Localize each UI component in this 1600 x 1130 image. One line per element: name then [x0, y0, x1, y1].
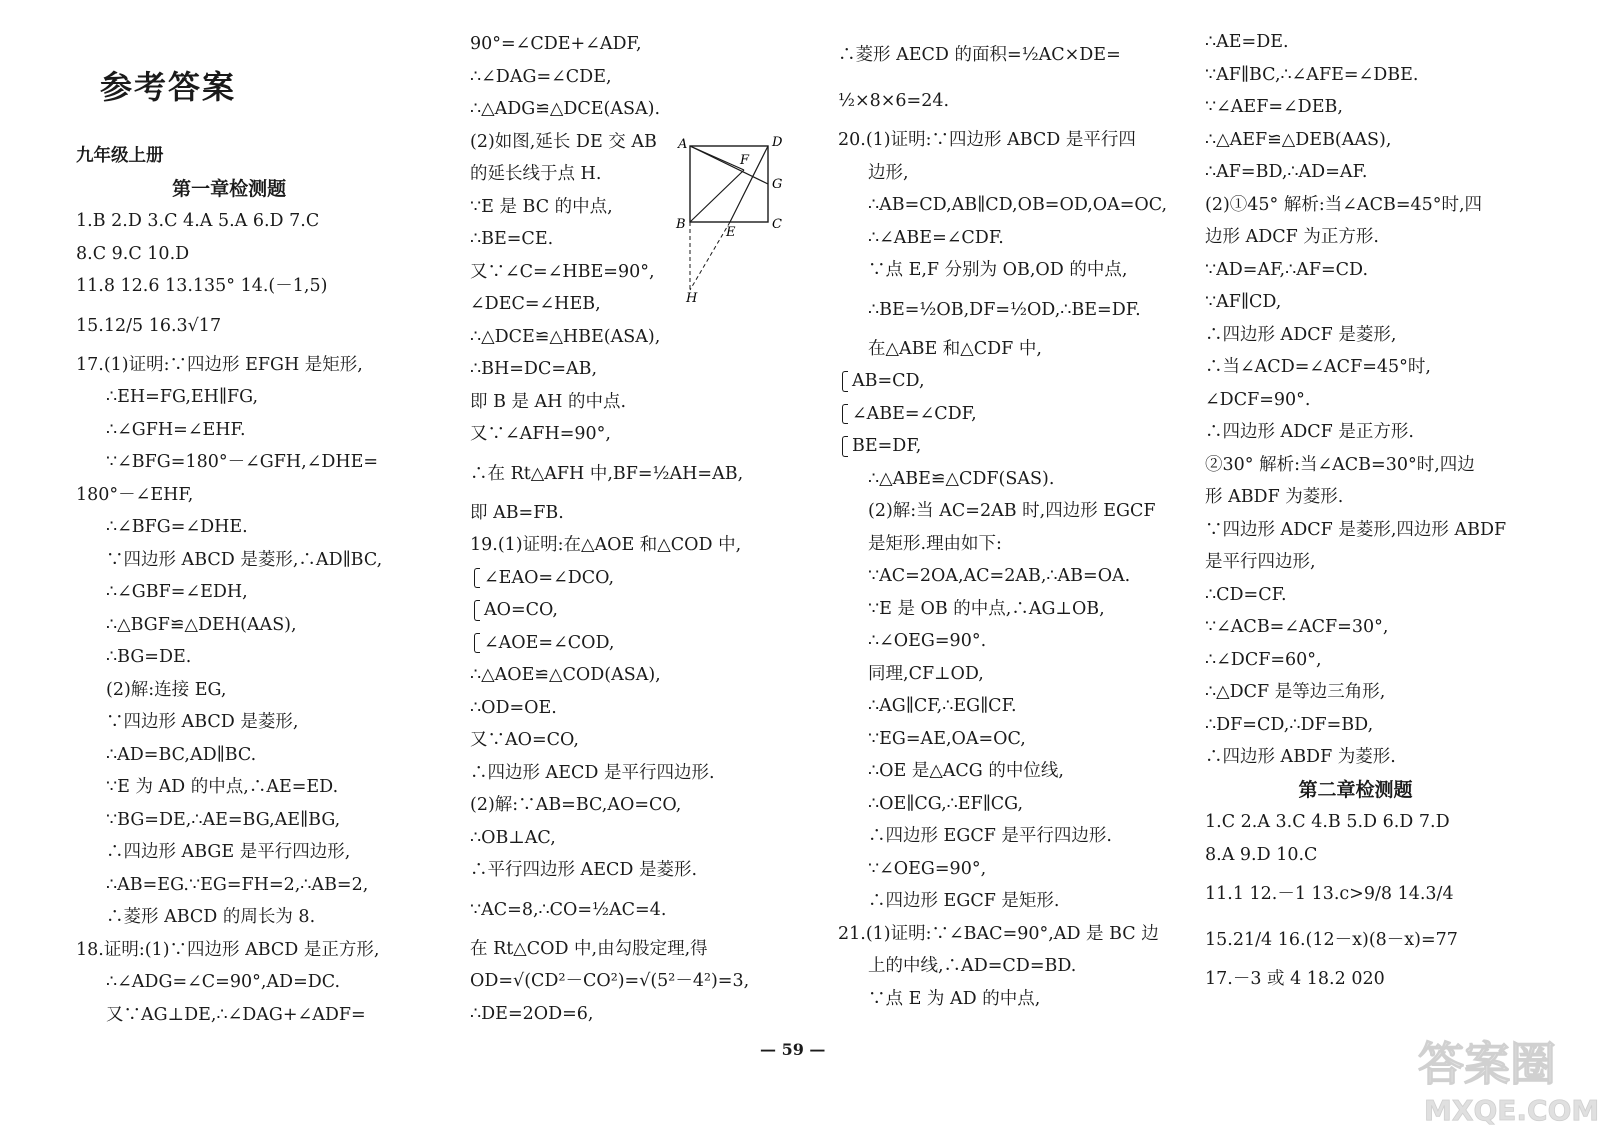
- col1-line: ∴菱形 ABCD 的周长为 8.: [106, 907, 316, 927]
- col4-line: ∴四边形 ABDF 为菱形.: [1205, 747, 1396, 767]
- col2-line: ∵E 是 BC 的中点,: [470, 196, 613, 217]
- col4-line: (2)①45° 解析:当∠ACB=45°时,四: [1205, 194, 1483, 215]
- col4-line: 17.－3 或 4 18.2 020: [1205, 969, 1385, 989]
- label-e: E: [726, 225, 736, 240]
- col2-line: ∠EAO=∠DCO,: [470, 562, 749, 595]
- col4-line: ∠DCF=90°.: [1205, 389, 1311, 410]
- col2-line: 即 AB=FB.: [470, 502, 564, 523]
- col2-line: 的延长线于点 H.: [470, 164, 602, 184]
- col3-line: ½×8×6=24.: [838, 91, 950, 111]
- col3-line: ∵∠OEG=90°,: [868, 858, 987, 879]
- col3-line: 20.(1)证明:∵四边形 ABCD 是平行四: [838, 130, 1136, 150]
- col1-line: ∵四边形 ABCD 是菱形,∴AD∥BC,: [106, 549, 383, 570]
- col1-line: ∵四边形 ABCD 是菱形,: [106, 712, 299, 732]
- col2-line: ∴△AOE≌△COD(ASA),: [470, 665, 661, 685]
- col2-line: ∴△DCE≌△HBE(ASA),: [470, 326, 661, 347]
- col2-line: ∴四边形 AECD 是平行四边形.: [470, 762, 715, 783]
- col1-line: ∴∠BFG=∠DHE.: [106, 517, 248, 537]
- page-title: 参考答案: [100, 68, 237, 106]
- col3-line: ∴△ABE≌△CDF(SAS).: [868, 468, 1055, 489]
- label-c: C: [772, 217, 782, 232]
- col3-line: ∴四边形 EGCF 是矩形.: [868, 891, 1060, 911]
- col2-line: (2)如图,延长 DE 交 AB: [470, 131, 657, 152]
- col3-line: ∴菱形 AECD 的面积=½AC×DE=: [838, 45, 1121, 65]
- col4-line: ∴△DCF 是等边三角形,: [1205, 682, 1386, 702]
- label-a: A: [678, 137, 688, 152]
- col4-line: 1.C 2.A 3.C 4.B 5.D 6.D 7.D: [1205, 812, 1450, 832]
- col2-line: 19.(1)证明:在△AOE 和△COD 中,: [470, 535, 742, 555]
- col3-line: ∵点 E 为 AD 的中点,: [868, 988, 1041, 1009]
- watermark-text: 答案圈: [1418, 1037, 1556, 1091]
- col1-line: ∴△BGF≌△DEH(AAS),: [106, 614, 297, 635]
- col1-line: 18.证明:(1)∵四边形 ABCD 是正方形,: [76, 939, 380, 960]
- col4-line: 8.A 9.D 10.C: [1205, 844, 1318, 865]
- col4-line: ∴四边形 ADCF 是菱形,: [1205, 324, 1397, 345]
- col2-line: 又∵∠C=∠HBE=90°,: [470, 261, 655, 282]
- col2-line: ∴在 Rt△AFH 中,BF=½AH=AB,: [470, 463, 744, 484]
- col4-line: ∴CD=CF.: [1205, 584, 1287, 605]
- col2-line: ∠DEC=∠HEB,: [470, 294, 601, 314]
- col1-line: ∴AD=BC,AD∥BC.: [106, 744, 257, 765]
- col3-line: 边形,: [868, 162, 909, 183]
- label-b: B: [676, 217, 686, 232]
- col1-line: ∵E 为 AD 的中点,∴AE=ED.: [106, 777, 339, 797]
- col4-line: ∵AD=AF,∴AF=CD.: [1205, 259, 1369, 280]
- col4-line: ∵AF∥BC,∴∠AFE=∠DBE.: [1205, 64, 1419, 85]
- column-3-lines: [838, 32, 1167, 1015]
- col3-line: ∴AG∥CF,∴EG∥CF.: [868, 696, 1017, 716]
- col3-line: 上的中线,∴AD=CD=BD.: [868, 956, 1077, 976]
- col1-line: ∴四边形 ABGE 是平行四边形,: [106, 842, 351, 862]
- col1-line: 第一章检测题: [172, 177, 287, 200]
- col1-line: ∴∠GBF=∠EDH,: [106, 582, 248, 602]
- col2-line: 90°=∠CDE+∠ADF,: [470, 34, 642, 54]
- col4-line: 形 ABDF 为菱形.: [1205, 487, 1344, 507]
- col1-line: ∴BG=DE.: [106, 647, 192, 667]
- col3-line: ∴∠ABE=∠CDF.: [868, 227, 1004, 248]
- column-1-lines: [76, 140, 382, 1031]
- col3-line: ∵EG=AE,OA=OC,: [868, 728, 1026, 749]
- col2-line: ∴△ADG≌△DCE(ASA).: [470, 99, 661, 119]
- col3-line: ∠ABE=∠CDF,: [838, 398, 1167, 431]
- col4-line: ∵∠AEF=∠DEB,: [1205, 97, 1343, 117]
- col2-line: 即 B 是 AH 的中点.: [470, 391, 627, 412]
- col4-line: ∵∠ACB=∠ACF=30°,: [1205, 617, 1389, 637]
- col3-line: 是矩形.理由如下:: [868, 533, 1002, 554]
- col1-line: ∴∠GFH=∠EHF.: [106, 419, 246, 440]
- col4-line: ∴AF=BD,∴AD=AF.: [1205, 162, 1368, 182]
- col1-line: ∵∠BFG=180°－∠GFH,∠DHE=: [106, 452, 379, 472]
- col4-line: 15.21/4 16.(12－x)(8－x)=77: [1205, 930, 1458, 950]
- col1-line: 180°－∠EHF,: [76, 484, 194, 505]
- col4-line: 是平行四边形,: [1205, 552, 1316, 572]
- col1-line: ∴AB=EG.∵EG=FH=2,∴AB=2,: [106, 874, 369, 895]
- col4-line: ②30° 解析:当∠ACB=30°时,四边: [1205, 454, 1475, 475]
- col3-line: ∵AC=2OA,AC=2AB,∴AB=OA.: [868, 566, 1131, 586]
- col1-line: 又∵AG⊥DE,∴∠DAG+∠ADF=: [106, 1004, 366, 1025]
- col4-line: ∵AF∥CD,: [1205, 292, 1282, 312]
- col4-line: ∴AE=DE.: [1205, 32, 1289, 52]
- col4-line: ∴△AEF≌△DEB(AAS),: [1205, 129, 1392, 150]
- col4-line: 边形 ADCF 为正方形.: [1205, 227, 1379, 247]
- col1-line: ∴∠ADG=∠C=90°,AD=DC.: [106, 972, 341, 992]
- col3-line: ∴OE∥CG,∴EF∥CG,: [868, 793, 1024, 814]
- col2-line: AO=CO,: [470, 594, 749, 627]
- col3-line: 21.(1)证明:∵∠BAC=90°,AD 是 BC 边: [838, 923, 1159, 944]
- col3-line: 在△ABE 和△CDF 中,: [868, 338, 1042, 359]
- col4-line: 第二章检测题: [1298, 778, 1413, 801]
- col3-line: AB=CD,: [838, 365, 1167, 398]
- col1-line: ∵BG=DE,∴AE=BG,AE∥BG,: [106, 809, 341, 830]
- col1-line: 17.(1)证明:∵四边形 EFGH 是矩形,: [76, 354, 363, 375]
- col1-line: 15.12/5 16.3√17: [76, 315, 222, 336]
- col3-line: ∴AB=CD,AB∥CD,OB=OD,OA=OC,: [868, 195, 1168, 215]
- col3-line: ∵E 是 OB 的中点,∴AG⊥OB,: [868, 598, 1105, 619]
- col1-line: 11.8 12.6 13.135° 14.(－1,5): [76, 276, 328, 296]
- col3-line: ∴四边形 EGCF 是平行四边形.: [868, 826, 1112, 846]
- watermark-logo: [1410, 1020, 1600, 1130]
- col2-line: ∴∠DAG=∠CDE,: [470, 66, 612, 87]
- col4-line: 11.1 12.－1 13.c>9/8 14.3/4: [1205, 884, 1454, 904]
- col1-line: 1.B 2.D 3.C 4.A 5.A 6.D 7.C: [76, 211, 320, 231]
- col3-line: ∴BE=½OB,DF=½OD,∴BE=DF.: [868, 299, 1141, 320]
- col3-line: ∵点 E,F 分别为 OB,OD 的中点,: [868, 260, 1128, 280]
- col2-line: ∴BE=CE.: [470, 229, 554, 249]
- col2-line: ∴OB⊥AC,: [470, 827, 556, 848]
- col3-line: BE=DF,: [838, 430, 1167, 463]
- col4-line: ∴当∠ACD=∠ACF=45°时,: [1205, 357, 1431, 377]
- col2-line: 又∵∠AFH=90°,: [470, 424, 611, 444]
- col2-line: ∴DE=2OD=6,: [470, 1003, 594, 1024]
- col1-line: 8.C 9.C 10.D: [76, 243, 190, 264]
- col3-line: (2)解:当 AC=2AB 时,四边形 EGCF: [868, 501, 1156, 521]
- col2-line: ∴BH=DC=AB,: [470, 359, 598, 379]
- col2-line: ∵AC=8,∴CO=½AC=4.: [470, 899, 667, 920]
- watermark-url: MXQE.COM: [1424, 1094, 1600, 1127]
- col1-line: ∴EH=FG,EH∥FG,: [106, 387, 259, 407]
- col2-line: 又∵AO=CO,: [470, 730, 579, 750]
- label-g: G: [772, 177, 783, 192]
- col2-line: ∴平行四边形 AECD 是菱形.: [470, 860, 698, 880]
- column-4-lines: [1205, 26, 1506, 996]
- label-h: H: [686, 291, 698, 302]
- col4-line: ∵四边形 ADCF 是菱形,四边形 ABDF: [1205, 519, 1507, 540]
- col3-line: ∴OE 是△ACG 的中位线,: [868, 761, 1064, 781]
- col4-line: ∴DF=CD,∴DF=BD,: [1205, 714, 1374, 735]
- col2-line: ∴OD=OE.: [470, 697, 557, 718]
- col4-line: ∴∠DCF=60°,: [1205, 649, 1322, 670]
- col1-line: 九年级上册: [76, 146, 164, 166]
- page-number: — 59 —: [760, 1040, 826, 1059]
- col4-line: ∴四边形 ADCF 是正方形.: [1205, 422, 1414, 442]
- label-f: F: [740, 153, 750, 168]
- col1-line: (2)解:连接 EG,: [106, 679, 227, 700]
- label-d: D: [772, 135, 783, 150]
- col2-line: (2)解:∵AB=BC,AO=CO,: [470, 795, 682, 815]
- col3-line: 同理,CF⊥OD,: [868, 663, 984, 684]
- col3-line: ∴∠OEG=90°.: [868, 631, 987, 651]
- col2-line: ∠AOE=∠COD,: [470, 627, 749, 660]
- col2-line: 在 Rt△COD 中,由勾股定理,得: [470, 938, 708, 959]
- col2-line: OD=√(CD²－CO²)=√(5²－4²)=3,: [470, 971, 750, 991]
- geometry-figure: [672, 132, 792, 302]
